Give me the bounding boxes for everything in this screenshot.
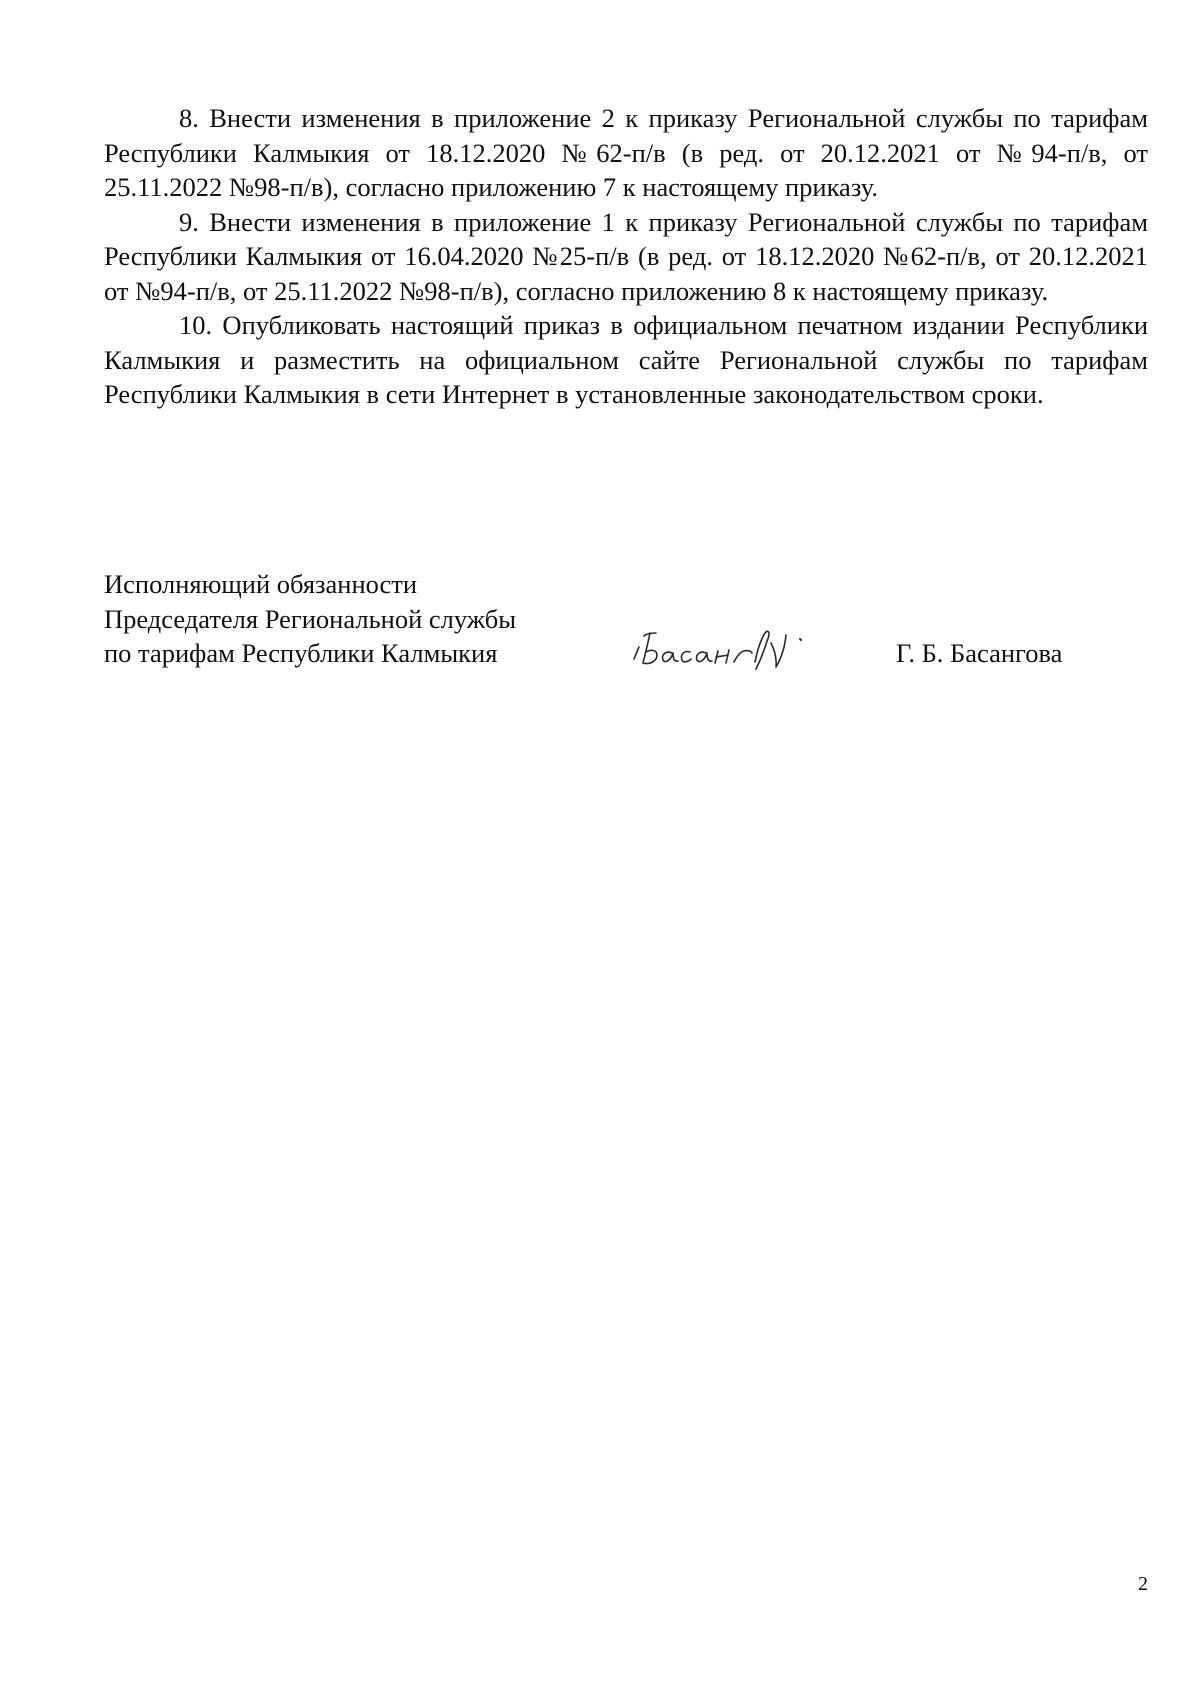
handwritten-signature bbox=[626, 619, 826, 679]
signature-block bbox=[104, 567, 1148, 677]
paragraph-item-8: 8. Внести изменения в приложение 2 к приказу Региональной службы по тарифам Республики Калмыкия от 18.12.2020 №62-п/в (в ред. от 20.12.2021 от №94-п/в, от 25.11.2022 №98-п/в), согласно приложению 7 к настоящему приказу. bbox=[104, 103, 1148, 202]
signer-position-line: по тарифам Республики Калмыкия bbox=[104, 638, 498, 668]
paragraph-item-10: 10. Опубликовать настоящий приказ в официальном печатном издании Республики Калмыкия и разместить на официальном сайте Региональной службы по тарифам Республики Калмыкия в сети Интернет в установленные законодательством сроки. bbox=[104, 310, 1148, 409]
signer-position bbox=[104, 567, 574, 671]
paragraph-item-9: 9. Внести изменения в приложение 1 к приказу Региональной службы по тарифам Республики Калмыкия от 16.04.2020 №25-п/в (в ред. от 18.12.2020 №62-п/в, от 20.12.2021 от №94-п/в, от 25.11.2022 №98-п/в), согласно приложению 8 к настоящему приказу. bbox=[104, 206, 1148, 306]
signer-position-line: Исполняющий обязанности bbox=[104, 569, 418, 599]
signer-name: Г. Б. Басангова bbox=[896, 638, 1063, 668]
page-number: 2 bbox=[1138, 1573, 1148, 1595]
signer-position-line: Председателя Региональной службы bbox=[104, 603, 517, 634]
order-body bbox=[104, 101, 1148, 412]
